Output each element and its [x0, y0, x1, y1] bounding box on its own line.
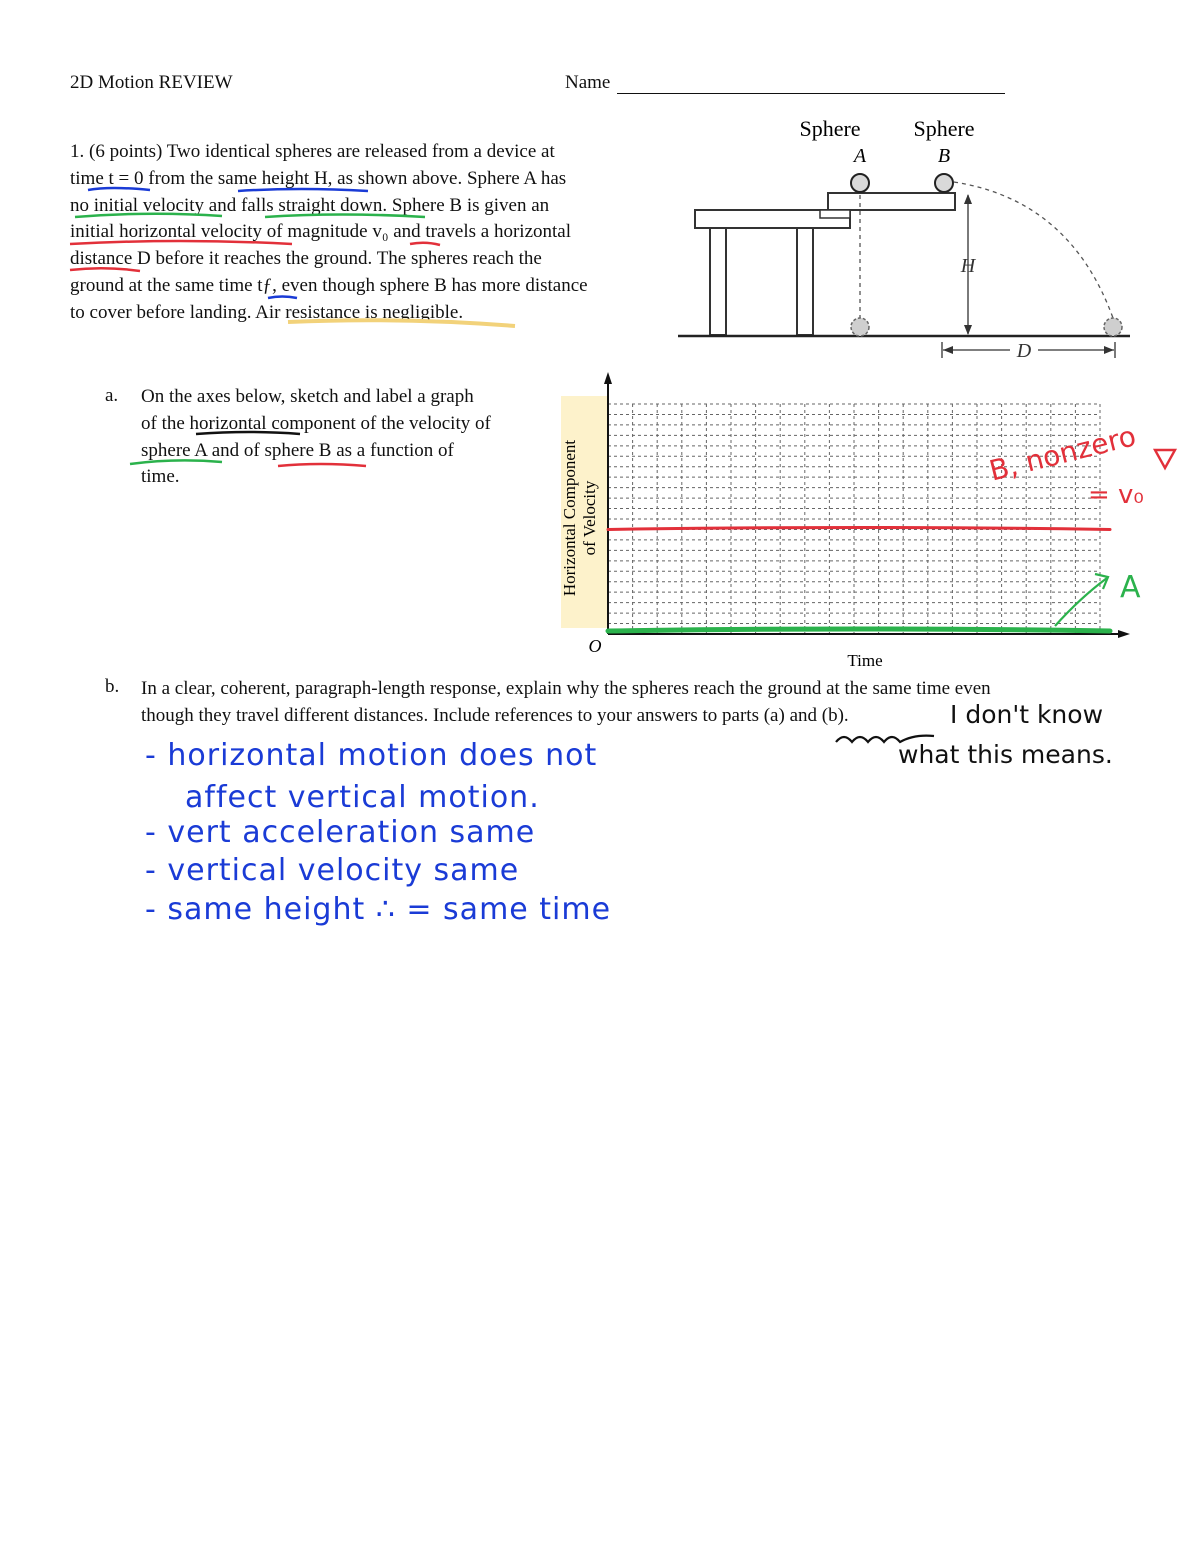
part-b-letter: b.	[105, 676, 120, 697]
series-line-sphere-a	[608, 629, 1110, 631]
question-1-line: initial horizontal velocity of magnitude v₀ and travels a horizontal	[70, 221, 572, 243]
annotation-dont-know-line-2: what this means.	[898, 740, 1113, 769]
part-a-line: of the horizontal component of the velocity of	[141, 412, 491, 434]
question-1-line: 1. (6 points) Two identical spheres are released from a device at	[70, 141, 555, 162]
table-leg	[797, 228, 813, 335]
question-1-line: ground at the same time tƒ, even though sphere B has more distance	[70, 274, 588, 296]
part-b-text	[141, 676, 991, 730]
name-label: Name	[565, 72, 611, 93]
part-a-line: sphere A and of sphere B as a function of	[141, 439, 454, 461]
y-axis-arrowhead	[604, 372, 612, 384]
table-ledge	[820, 210, 850, 218]
launch-platform	[828, 193, 955, 210]
sphere-a-end	[851, 318, 869, 336]
underline-no-initial-velocity	[75, 214, 222, 217]
y-axis-label-2: of Velocity	[580, 480, 599, 556]
underline-falls-straight-down	[265, 215, 425, 218]
sphere-b-path	[954, 182, 1113, 318]
underline-sphere-a	[130, 460, 222, 464]
answer-line: affect vertical motion.	[185, 780, 540, 815]
height-label: H	[960, 255, 976, 277]
spheres-diagram	[670, 110, 1140, 370]
sphere-a-label-1: Sphere	[799, 116, 861, 141]
underline-tf	[268, 297, 297, 299]
underline-same-height	[238, 189, 368, 191]
part-a-annotation-underlines	[0, 380, 560, 480]
part-b-line: In a clear, coherent, paragraph-length response, explain why the spheres reach the ground at the same time even	[141, 678, 991, 699]
series-line-sphere-b	[608, 527, 1110, 529]
underline-time	[88, 188, 150, 190]
x-axis-label: Time	[847, 651, 883, 670]
underline-initial-horizontal-velocity	[70, 241, 292, 244]
sphere-b-start	[935, 174, 953, 192]
part-a-line: time.	[141, 466, 180, 488]
question-1-line: no initial velocity and falls straight down. Sphere B is given an	[70, 194, 550, 216]
underline-horizontal	[196, 432, 300, 434]
sphere-a-start	[851, 174, 869, 192]
annotation-dont-know-line-1: I don't know	[950, 700, 1104, 729]
velocity-graph	[555, 368, 1200, 678]
part-a-line: On the axes below, sketch and label a graph	[141, 386, 474, 407]
annotation-squiggle	[830, 728, 940, 750]
graph-grid	[608, 404, 1100, 634]
annotation-b-nonzero: B, nonzero	[986, 419, 1140, 488]
answer-line: - vertical velocity same	[145, 853, 520, 888]
underline-sphere-b	[278, 464, 366, 466]
arrow-to-a-line	[1055, 578, 1107, 626]
origin-label: O	[588, 636, 602, 656]
underline-distance	[70, 268, 140, 271]
y-axis-label-1: Horizontal Component	[560, 439, 579, 597]
sphere-b-label-2: B	[937, 145, 951, 167]
underline-air-resistance	[288, 320, 515, 326]
sphere-b-label-1: Sphere	[913, 116, 975, 141]
graph-series	[608, 527, 1110, 631]
worksheet-title: 2D Motion REVIEW	[70, 72, 233, 93]
part-a-letter: a.	[105, 385, 119, 406]
question-1-line: to cover before landing. Air resistance is negligible.	[70, 301, 464, 323]
part-b-line: though they travel different distances. Include references to your answers to parts (a) and (b).	[141, 704, 849, 726]
distance-label: D	[1016, 340, 1032, 362]
sphere-a-label-2: A	[853, 145, 867, 167]
answer-line: - vert acceleration same	[145, 815, 536, 850]
question-1-line: distance D before it reaches the ground. The spheres reach the	[70, 248, 542, 270]
table-leg	[710, 228, 726, 335]
annotation-b-equals-v0: = v₀	[1088, 480, 1144, 510]
question-1-line: time t = 0 from the same height H, as shown above. Sphere A has	[70, 167, 567, 189]
annotation-a: A	[1120, 570, 1141, 605]
answer-line: - same height ∴ = same time	[145, 892, 612, 927]
x-axis-arrowhead	[1118, 630, 1130, 638]
answer-line: - horizontal motion does not	[145, 738, 598, 773]
red-triangle-mark	[1155, 450, 1175, 468]
sphere-b-end	[1104, 318, 1122, 336]
underline-v0	[410, 243, 440, 245]
